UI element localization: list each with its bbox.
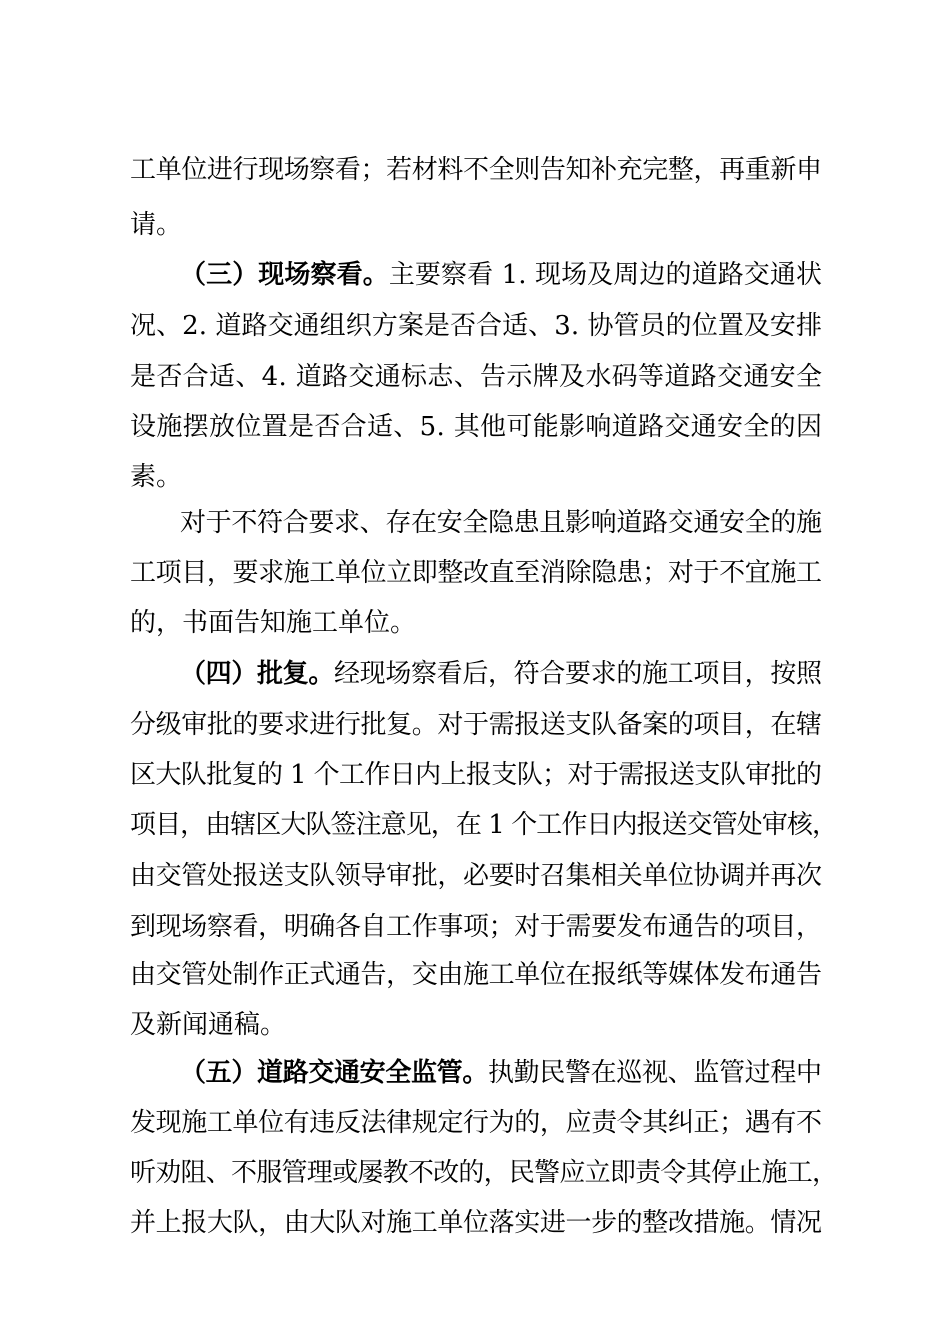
paragraph-text: 分级审批的要求进行批复。对于需报送支队备案的项目，在辖: [130, 710, 822, 740]
text-line: [130, 462, 182, 492]
paragraph-text: 主要察看 1. 现场及周边的道路交通状: [388, 260, 823, 290]
text-line: [130, 412, 822, 442]
section-heading: （四）批复。: [180, 659, 334, 689]
paragraph-text: 设施摆放位置是否合适、5. 其他可能影响道路交通安全的因: [130, 412, 823, 442]
paragraph-text: 的，书面告知施工单位。: [130, 608, 417, 638]
text-line: [130, 311, 822, 341]
paragraph-text: 听劝阻、不服管理或屡教不改的，民警应立即责令其停止施工，: [130, 1158, 838, 1188]
paragraph-text: 是否合适、4. 道路交通标志、告示牌及水码等道路交通安全: [130, 362, 823, 392]
text-line: [130, 710, 822, 740]
text-line: [130, 608, 416, 638]
paragraph-text: 经现场察看后，符合要求的施工项目，按照: [334, 659, 822, 689]
paragraph-text: 项目，由辖区大队签注意见，在 1 个工作日内报送交管处审核，: [130, 810, 838, 840]
text-line: [130, 1158, 837, 1188]
paragraph-text: 由交管处制作正式通告，交由施工单位在报纸等媒体发布通告: [130, 960, 822, 990]
text-line: [130, 861, 822, 891]
text-line: [130, 558, 822, 588]
text-line: [180, 508, 822, 538]
text-line: [180, 659, 822, 689]
paragraph-text: 发现施工单位有违反法律规定行为的，应责令其纠正；遇有不: [130, 1108, 822, 1138]
text-line: [130, 1108, 822, 1138]
text-line: [130, 210, 182, 240]
text-line: [130, 760, 821, 790]
text-line: [130, 155, 822, 185]
text-line: [130, 1010, 286, 1040]
paragraph-text: 请。: [130, 210, 183, 240]
text-line: [180, 1058, 822, 1088]
text-line: [130, 912, 822, 942]
paragraph-text: 对于不符合要求、存在安全隐患且影响道路交通安全的施: [180, 508, 822, 538]
text-line: [180, 260, 822, 290]
text-line: [130, 362, 822, 392]
paragraph-text: 工项目，要求施工单位立即整改直至消除隐患；对于不宜施工: [130, 558, 822, 588]
paragraph-text: 素。: [130, 462, 183, 492]
text-line: [130, 1208, 822, 1238]
paragraph-text: 工单位进行现场察看；若材料不全则告知补充完整，再重新申: [130, 155, 822, 185]
text-line: [130, 960, 822, 990]
text-line: [130, 810, 837, 840]
paragraph-text: 到现场察看，明确各自工作事项；对于需要发布通告的项目，: [130, 912, 822, 942]
paragraph-text: 并上报大队，由大队对施工单位落实进一步的整改措施。情况: [130, 1208, 822, 1238]
section-heading: （三）现场察看。: [180, 260, 389, 290]
paragraph-text: 及新闻通稿。: [130, 1010, 287, 1040]
paragraph-text: 区大队批复的 1 个工作日内上报支队；对于需报送支队审批的: [130, 760, 822, 790]
section-heading: （五）道路交通安全监管。: [180, 1058, 488, 1088]
paragraph-text: 况、2. 道路交通组织方案是否合适、3. 协管员的位置及安排: [130, 311, 823, 341]
paragraph-text: 由交管处报送支队领导审批，必要时召集相关单位协调并再次: [130, 861, 822, 891]
paragraph-text: 执勤民警在巡视、监管过程中: [488, 1058, 822, 1088]
